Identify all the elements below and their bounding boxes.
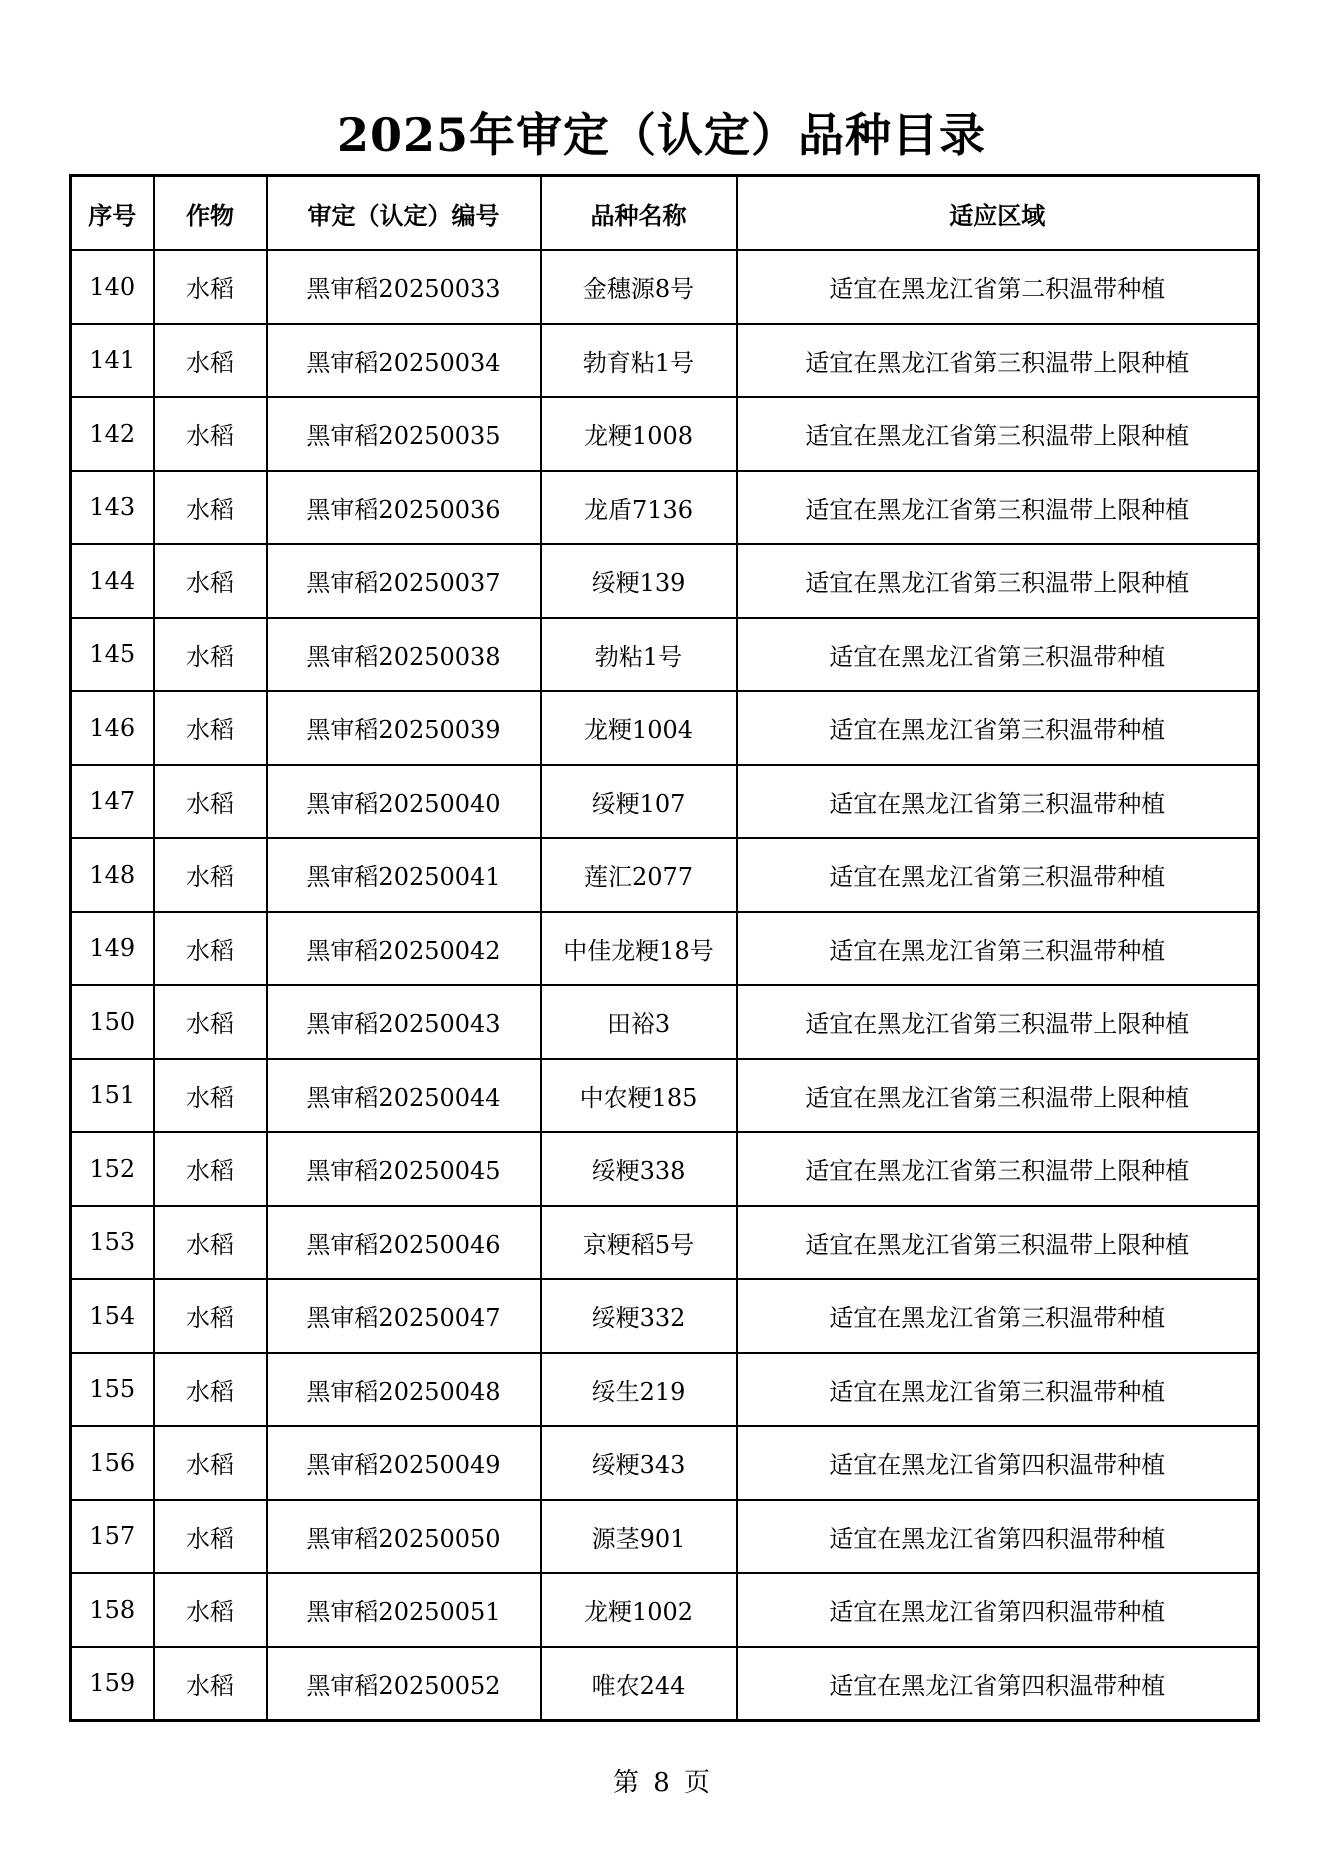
table-row <box>71 1647 1259 1721</box>
cell-code: 黑审稻20250043 <box>267 985 541 1059</box>
cell-crop: 水稻 <box>154 912 267 986</box>
cell-crop: 水稻 <box>154 1647 267 1721</box>
cell-crop: 水稻 <box>154 765 267 839</box>
cell-variety-name: 中农粳185 <box>541 1059 737 1133</box>
cell-no: 150 <box>71 985 154 1059</box>
cell-crop: 水稻 <box>154 1206 267 1280</box>
cell-variety-name: 绥生219 <box>541 1353 737 1427</box>
cell-variety-name: 京粳稻5号 <box>541 1206 737 1280</box>
cell-no: 153 <box>71 1206 154 1280</box>
cell-code: 黑审稻20250034 <box>267 324 541 398</box>
cell-no: 148 <box>71 838 154 912</box>
cell-no: 152 <box>71 1132 154 1206</box>
cell-code: 黑审稻20250050 <box>267 1500 541 1574</box>
table-body <box>71 250 1259 1721</box>
cell-no: 140 <box>71 250 154 324</box>
cell-no: 145 <box>71 618 154 692</box>
cell-code: 黑审稻20250051 <box>267 1573 541 1647</box>
cell-region: 适宜在黑龙江省第三积温带种植 <box>737 838 1259 912</box>
cell-region: 适宜在黑龙江省第三积温带上限种植 <box>737 1059 1259 1133</box>
cell-variety-name: 中佳龙粳18号 <box>541 912 737 986</box>
table-row <box>71 397 1259 471</box>
cell-no: 159 <box>71 1647 154 1721</box>
table-row <box>71 912 1259 986</box>
cell-crop: 水稻 <box>154 1279 267 1353</box>
cell-variety-name: 绥粳107 <box>541 765 737 839</box>
cell-region: 适宜在黑龙江省第四积温带种植 <box>737 1500 1259 1574</box>
table-row <box>71 1279 1259 1353</box>
cell-code: 黑审稻20250044 <box>267 1059 541 1133</box>
header-region: 适应区域 <box>737 176 1259 251</box>
cell-region: 适宜在黑龙江省第三积温带种植 <box>737 618 1259 692</box>
cell-variety-name: 龙粳1002 <box>541 1573 737 1647</box>
cell-region: 适宜在黑龙江省第三积温带种植 <box>737 765 1259 839</box>
table-row <box>71 1426 1259 1500</box>
cell-code: 黑审稻20250033 <box>267 250 541 324</box>
cell-code: 黑审稻20250035 <box>267 397 541 471</box>
cell-no: 155 <box>71 1353 154 1427</box>
cell-region: 适宜在黑龙江省第三积温带种植 <box>737 691 1259 765</box>
variety-catalog-table <box>69 174 1260 1722</box>
cell-no: 156 <box>71 1426 154 1500</box>
table-row <box>71 544 1259 618</box>
cell-variety-name: 绥粳139 <box>541 544 737 618</box>
cell-no: 146 <box>71 691 154 765</box>
cell-region: 适宜在黑龙江省第三积温带种植 <box>737 912 1259 986</box>
cell-variety-name: 源茎901 <box>541 1500 737 1574</box>
cell-region: 适宜在黑龙江省第四积温带种植 <box>737 1426 1259 1500</box>
table-row <box>71 471 1259 545</box>
cell-no: 147 <box>71 765 154 839</box>
cell-code: 黑审稻20250045 <box>267 1132 541 1206</box>
cell-variety-name: 龙盾7136 <box>541 471 737 545</box>
cell-no: 142 <box>71 397 154 471</box>
cell-code: 黑审稻20250052 <box>267 1647 541 1721</box>
cell-crop: 水稻 <box>154 250 267 324</box>
cell-variety-name: 田裕3 <box>541 985 737 1059</box>
header-crop: 作物 <box>154 176 267 251</box>
cell-code: 黑审稻20250046 <box>267 1206 541 1280</box>
cell-region: 适宜在黑龙江省第四积温带种植 <box>737 1573 1259 1647</box>
header-variety-name: 品种名称 <box>541 176 737 251</box>
header-code: 审定（认定）编号 <box>267 176 541 251</box>
table-row <box>71 618 1259 692</box>
cell-crop: 水稻 <box>154 1573 267 1647</box>
cell-crop: 水稻 <box>154 838 267 912</box>
cell-code: 黑审稻20250048 <box>267 1353 541 1427</box>
cell-variety-name: 绥粳343 <box>541 1426 737 1500</box>
cell-crop: 水稻 <box>154 1500 267 1574</box>
cell-crop: 水稻 <box>154 1059 267 1133</box>
table-row <box>71 1206 1259 1280</box>
cell-code: 黑审稻20250036 <box>267 471 541 545</box>
cell-variety-name: 莲汇2077 <box>541 838 737 912</box>
cell-crop: 水稻 <box>154 1353 267 1427</box>
page-number: 第 8 页 <box>612 1768 711 1798</box>
cell-crop: 水稻 <box>154 618 267 692</box>
table-row <box>71 691 1259 765</box>
cell-no: 141 <box>71 324 154 398</box>
cell-crop: 水稻 <box>154 324 267 398</box>
cell-region: 适宜在黑龙江省第三积温带上限种植 <box>737 324 1259 398</box>
cell-region: 适宜在黑龙江省第三积温带上限种植 <box>737 985 1259 1059</box>
cell-no: 149 <box>71 912 154 986</box>
table-row <box>71 1500 1259 1574</box>
cell-code: 黑审稻20250049 <box>267 1426 541 1500</box>
cell-region: 适宜在黑龙江省第三积温带上限种植 <box>737 1206 1259 1280</box>
cell-no: 154 <box>71 1279 154 1353</box>
cell-region: 适宜在黑龙江省第三积温带上限种植 <box>737 397 1259 471</box>
table-row <box>71 324 1259 398</box>
cell-region: 适宜在黑龙江省第三积温带上限种植 <box>737 1132 1259 1206</box>
cell-crop: 水稻 <box>154 471 267 545</box>
cell-variety-name: 龙粳1008 <box>541 397 737 471</box>
cell-crop: 水稻 <box>154 1426 267 1500</box>
cell-no: 144 <box>71 544 154 618</box>
cell-region: 适宜在黑龙江省第三积温带种植 <box>737 1353 1259 1427</box>
cell-variety-name: 金穗源8号 <box>541 250 737 324</box>
table-header-row <box>71 176 1259 251</box>
cell-variety-name: 绥粳338 <box>541 1132 737 1206</box>
cell-code: 黑审稻20250041 <box>267 838 541 912</box>
cell-code: 黑审稻20250040 <box>267 765 541 839</box>
table-row <box>71 985 1259 1059</box>
cell-no: 143 <box>71 471 154 545</box>
table-row <box>71 765 1259 839</box>
cell-crop: 水稻 <box>154 691 267 765</box>
table-row <box>71 838 1259 912</box>
cell-region: 适宜在黑龙江省第三积温带种植 <box>737 1279 1259 1353</box>
cell-region: 适宜在黑龙江省第三积温带上限种植 <box>737 544 1259 618</box>
table-row <box>71 1059 1259 1133</box>
cell-region: 适宜在黑龙江省第三积温带上限种植 <box>737 471 1259 545</box>
page-title: 2025年审定（认定）品种目录 <box>336 108 987 162</box>
cell-variety-name: 龙粳1004 <box>541 691 737 765</box>
table-row <box>71 1573 1259 1647</box>
cell-code: 黑审稻20250039 <box>267 691 541 765</box>
cell-crop: 水稻 <box>154 1132 267 1206</box>
cell-code: 黑审稻20250037 <box>267 544 541 618</box>
cell-no: 151 <box>71 1059 154 1133</box>
cell-code: 黑审稻20250038 <box>267 618 541 692</box>
cell-variety-name: 勃育粘1号 <box>541 324 737 398</box>
table-row <box>71 1353 1259 1427</box>
table-row <box>71 1132 1259 1206</box>
cell-code: 黑审稻20250047 <box>267 1279 541 1353</box>
cell-code: 黑审稻20250042 <box>267 912 541 986</box>
cell-variety-name: 唯农244 <box>541 1647 737 1721</box>
cell-variety-name: 勃粘1号 <box>541 618 737 692</box>
table-row <box>71 250 1259 324</box>
cell-region: 适宜在黑龙江省第四积温带种植 <box>737 1647 1259 1721</box>
cell-crop: 水稻 <box>154 397 267 471</box>
cell-crop: 水稻 <box>154 544 267 618</box>
cell-no: 158 <box>71 1573 154 1647</box>
cell-crop: 水稻 <box>154 985 267 1059</box>
cell-no: 157 <box>71 1500 154 1574</box>
cell-region: 适宜在黑龙江省第二积温带种植 <box>737 250 1259 324</box>
header-no: 序号 <box>71 176 154 251</box>
cell-variety-name: 绥粳332 <box>541 1279 737 1353</box>
